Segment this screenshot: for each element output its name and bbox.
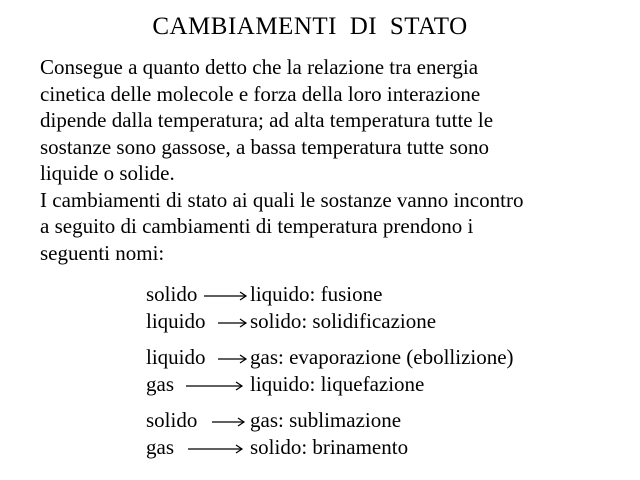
transition-from: solido bbox=[146, 408, 198, 432]
transition-to: gas: sublimazione bbox=[250, 408, 402, 432]
transition-to: liquido: fusione bbox=[250, 282, 383, 306]
transition-from: liquido bbox=[146, 345, 206, 369]
paragraph-line: cinetica delle molecole e forza della loro interazione bbox=[40, 81, 481, 106]
transition-from: gas bbox=[146, 372, 174, 396]
transition-from: solido bbox=[146, 282, 198, 306]
right-arrow-icon bbox=[218, 308, 250, 335]
transition-to: liquido: liquefazione bbox=[250, 372, 425, 396]
paragraph-line: seguenti nomi: bbox=[40, 240, 165, 265]
paragraph-line: Consegue a quanto detto che la relazione tra energia bbox=[40, 55, 479, 79]
right-arrow-icon bbox=[188, 434, 248, 461]
transition-to: solido: solidificazione bbox=[250, 309, 437, 333]
right-arrow-icon bbox=[212, 407, 248, 434]
paragraph-line: a seguito di cambiamenti di temperatura prendono i bbox=[40, 214, 474, 238]
page-title: CAMBIAMENTI DI STATO bbox=[152, 13, 468, 40]
intro-paragraph bbox=[40, 54, 620, 266]
paragraph-line: I cambiamenti di stato ai quali le sostanze vanno incontro bbox=[40, 187, 524, 212]
transition-to: solido: brinamento bbox=[250, 435, 409, 459]
transition-to: gas: evaporazione (ebollizione) bbox=[250, 345, 514, 369]
right-arrow-icon bbox=[204, 281, 250, 308]
transition-from: liquido bbox=[146, 309, 206, 333]
paragraph-line: dipende dalla temperatura; ad alta temperatura tutte le bbox=[40, 108, 494, 132]
paragraph-line: liquide o solide. bbox=[40, 161, 175, 185]
paragraph-line: sostanze sono gassose, a bassa temperatura tutte sono bbox=[40, 134, 490, 159]
right-arrow-icon bbox=[218, 344, 250, 371]
right-arrow-icon bbox=[186, 371, 248, 398]
transition-from: gas bbox=[146, 435, 174, 459]
